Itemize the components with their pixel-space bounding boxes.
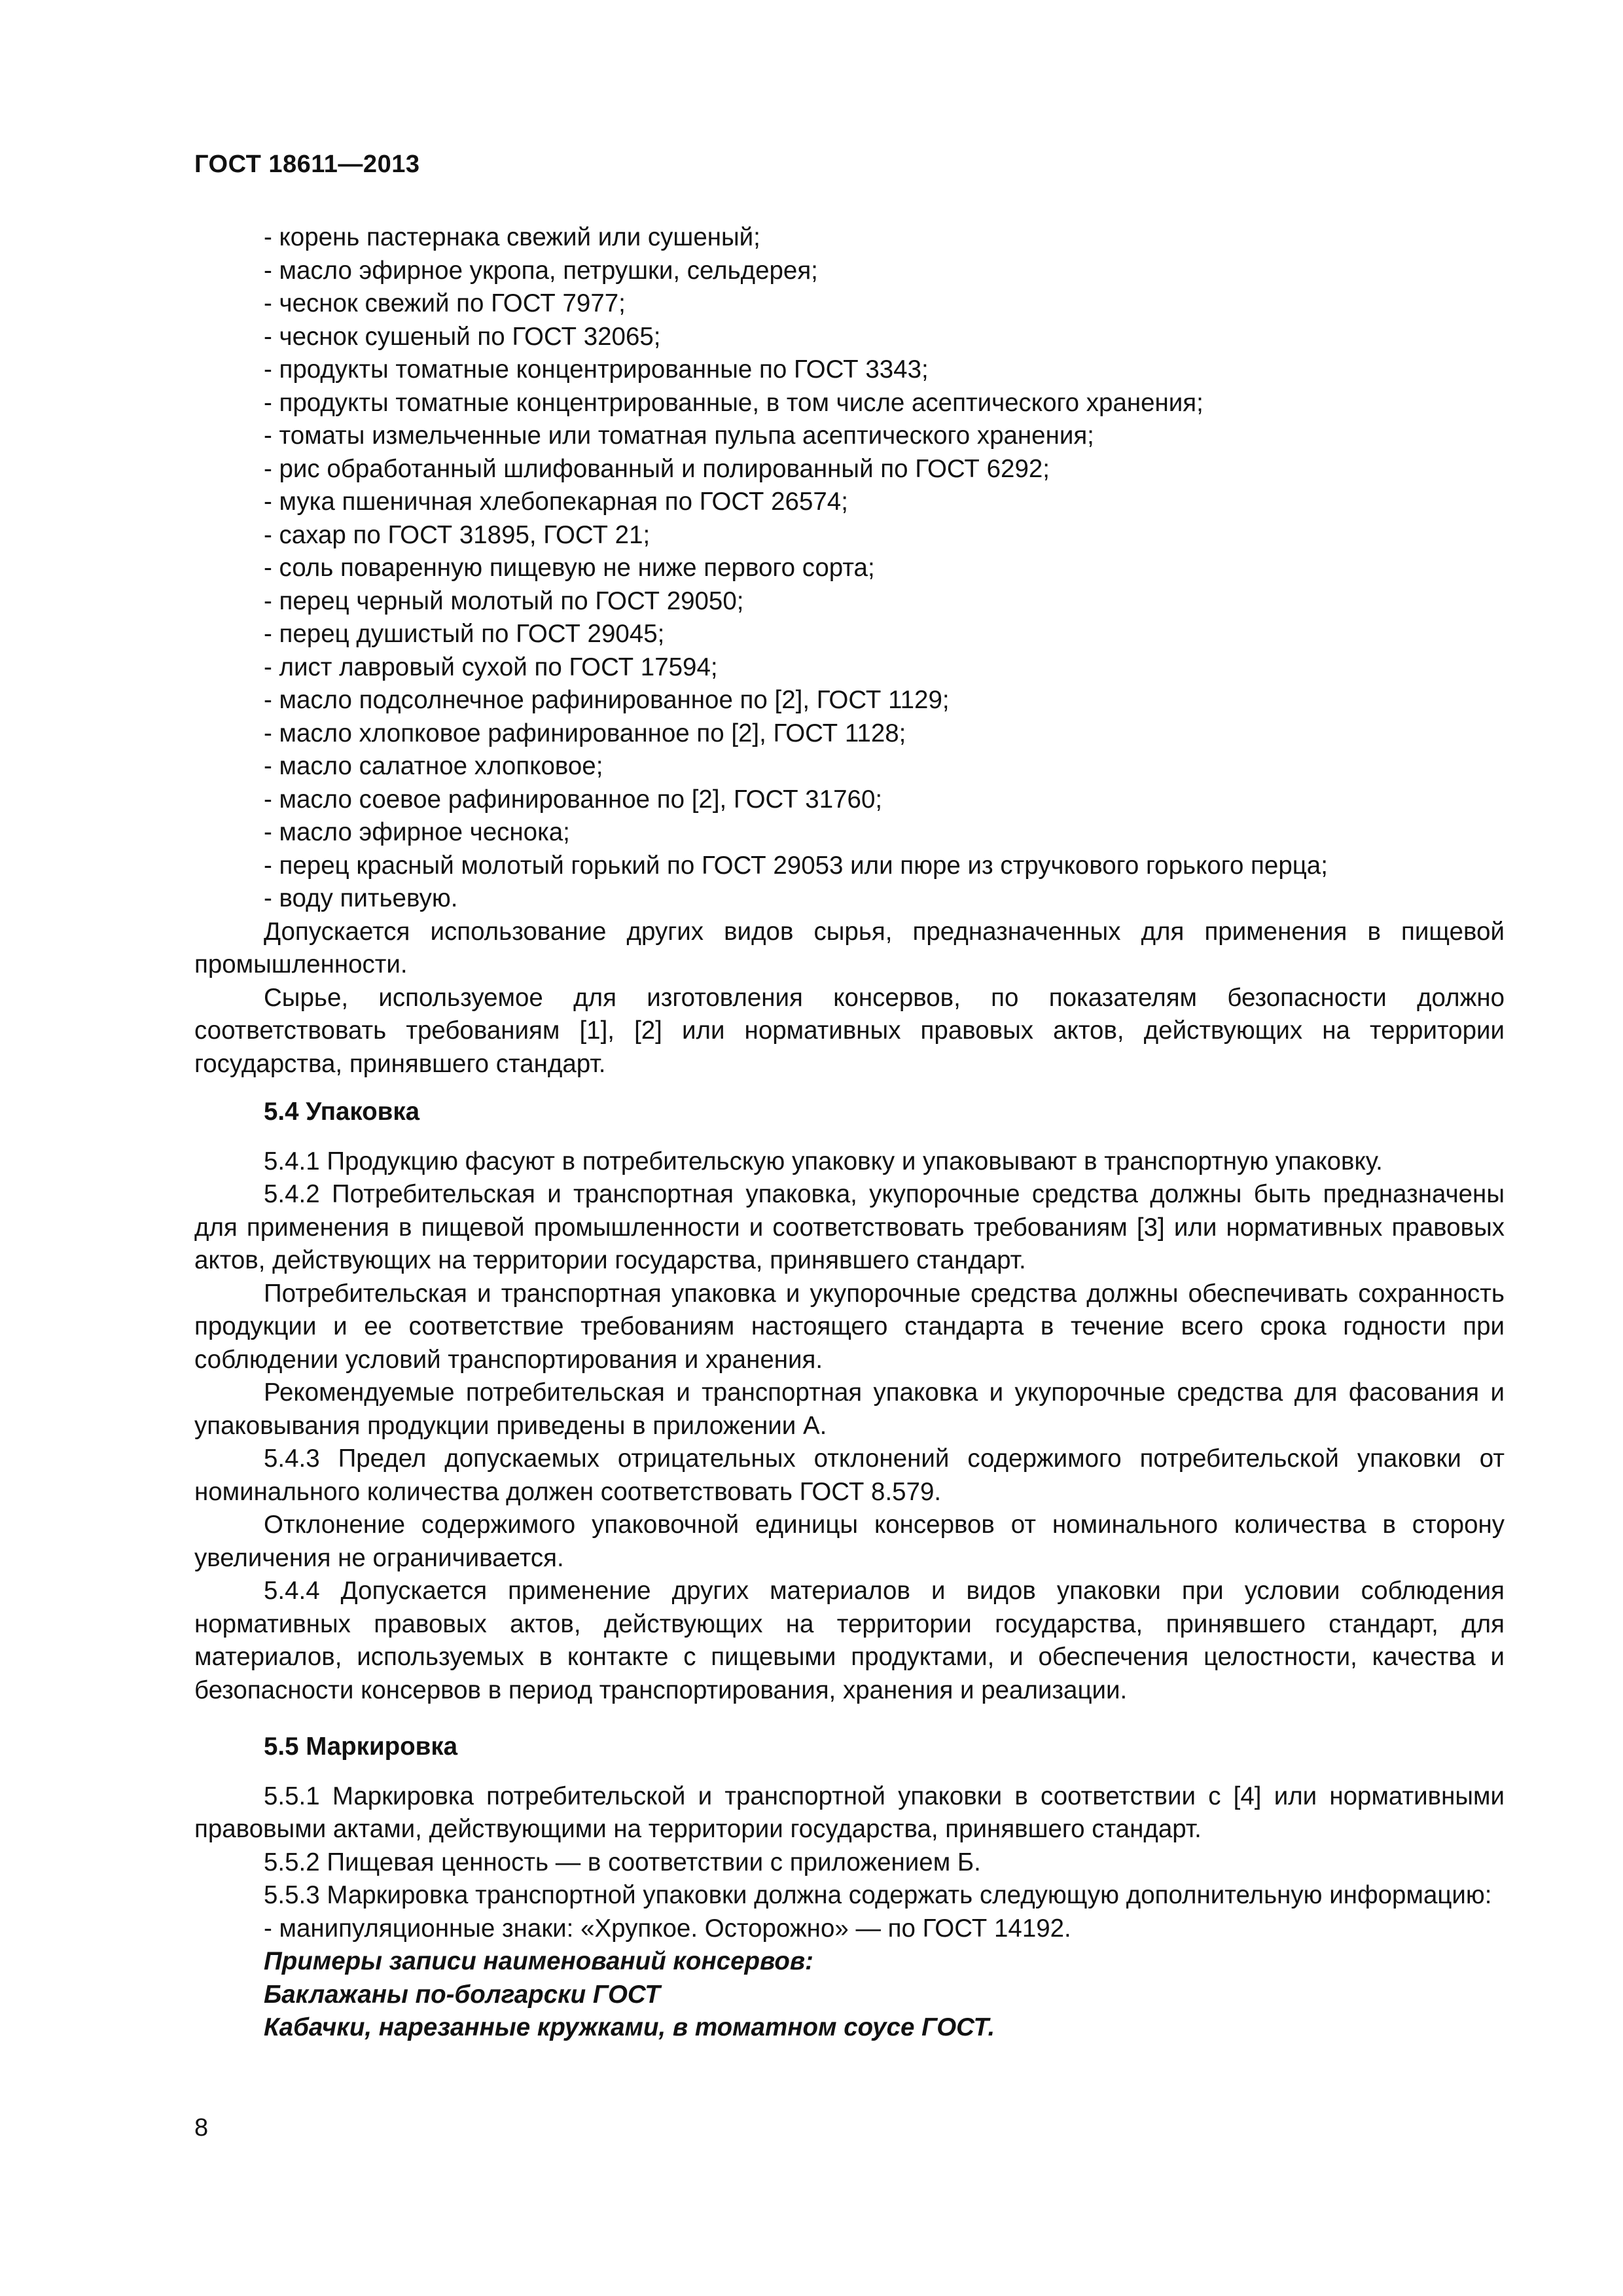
example-item: Баклажаны по-болгарски ГОСТ: [264, 1980, 660, 2009]
examples-caption: Примеры записи наименований консервов:: [264, 1947, 813, 1975]
list-item: - масло хлопковое рафинированное по [2], ГОСТ 1128;: [264, 719, 906, 747]
list-item: - перец душистый по ГОСТ 29045;: [264, 620, 665, 648]
list-item: - масло подсолнечное рафинированное по [2], ГОСТ 1129;: [264, 686, 950, 714]
document-body: [194, 221, 1505, 2045]
list-item: - мука пшеничная хлебопекарная по ГОСТ 26574;: [264, 488, 848, 516]
paragraph-5-4-4: 5.4.4 Допускается применение других материалов и видов упаковки при условии соблюдения нормативных правовых актов, действующих на территории государства, принявшего стандарт, для материалов, используемых в контакте с пищевыми продуктами, и обеспечения целостности, качества и безопасности консервов в период транспортирования, хранения и реализации.: [194, 1577, 1505, 1704]
list-item: - воду питьевую.: [264, 884, 458, 912]
list-item: - перец красный молотый горький по ГОСТ 29053 или пюре из стручкового горького перца;: [264, 851, 1328, 880]
paragraph-5-5-1: 5.5.1 Маркировка потребительской и транспортной упаковки в соответствии с [4] или нормативными правовыми актами, действующими на территории государства, принявшего стандарт.: [194, 1782, 1505, 1843]
paragraph-5-4-3: 5.4.3 Предел допускаемых отрицательных отклонений содержимого потребительской упаковки от номинального количества должен соответствовать ГОСТ 8.579.: [194, 1444, 1505, 1506]
paragraph-other-raw-materials: Допускается использование других видов сырья, предназначенных для применения в пищевой промышленности.: [194, 917, 1505, 978]
list-item: - масло соевое рафинированное по [2], ГОСТ 31760;: [264, 785, 883, 814]
list-item: - лист лавровый сухой по ГОСТ 17594;: [264, 653, 718, 681]
paragraph-content-deviation: Отклонение содержимого упаковочной единицы консервов от номинального количества в сторону увеличения не ограничивается.: [194, 1511, 1505, 1572]
section-heading-marking: 5.5 Маркировка: [264, 1732, 458, 1761]
list-item: - продукты томатные концентрированные, в том числе асептического хранения;: [264, 388, 1204, 417]
list-item: - сахар по ГОСТ 31895, ГОСТ 21;: [264, 520, 651, 549]
paragraph-packaging-preservation: Потребительская и транспортная упаковка и укупорочные средства должны обеспечивать сохранность продукции и ее соответствие требованиям настоящего стандарта в течение всего срока годности при соблюдении условий транспортирования и хранения.: [194, 1279, 1505, 1374]
section-heading-packaging: 5.4 Упаковка: [264, 1098, 419, 1126]
list-item: - чеснок свежий по ГОСТ 7977;: [264, 289, 626, 317]
list-item: - масло салатное хлопковое;: [264, 752, 603, 780]
list-item: - рис обработанный шлифованный и полированный по ГОСТ 6292;: [264, 454, 1050, 483]
paragraph-recommended-packaging: Рекомендуемые потребительская и транспортная упаковка и укупорочные средства для фасования и упаковывания продукции приведены в приложении А.: [194, 1378, 1505, 1440]
paragraph-5-4-1: 5.4.1 Продукцию фасуют в потребительскую упаковку и упаковывают в транспортную упаковку.: [264, 1147, 1383, 1175]
example-item: Кабачки, нарезанные кружками, в томатном соусе ГОСТ.: [264, 2013, 995, 2041]
list-item: - чеснок сушеный по ГОСТ 32065;: [264, 322, 661, 351]
paragraph-5-5-3: 5.5.3 Маркировка транспортной упаковки должна содержать следующую дополнительную информацию:: [264, 1881, 1492, 1909]
paragraph-5-4-2: 5.4.2 Потребительская и транспортная упаковка, укупорочные средства должны быть предназначены для применения в пищевой промышленности и соответствовать требованиям [3] или нормативных правовых актов, действующих на территории государства, принявшего стандарт.: [194, 1180, 1505, 1274]
list-item: - продукты томатные концентрированные по ГОСТ 3343;: [264, 355, 929, 384]
list-item: - масло эфирное чеснока;: [264, 818, 570, 846]
paragraph-raw-materials-safety: Сырье, используемое для изготовления консервов, по показателям безопасности должно соответствовать требованиям [1], [2] или нормативных правовых актов, действующих на территории государства, принявшего стандарт.: [194, 983, 1505, 1078]
list-item: - перец черный молотый по ГОСТ 29050;: [264, 586, 744, 615]
page-number: 8: [194, 2114, 209, 2142]
list-item-handling-signs: - манипуляционные знаки: «Хрупкое. Осторожно» — по ГОСТ 14192.: [264, 1914, 1071, 1943]
list-item: - соль поваренную пищевую не ниже первого сорта;: [264, 554, 875, 582]
document-header: ГОСТ 18611—2013: [194, 151, 420, 178]
list-item: - масло эфирное укропа, петрушки, сельдерея;: [264, 256, 818, 285]
paragraph-5-5-2: 5.5.2 Пищевая ценность — в соответствии с приложением Б.: [264, 1848, 981, 1876]
list-item: - корень пастернака свежий или сушеный;: [264, 223, 760, 251]
list-item: - томаты измельченные или томатная пульпа асептического хранения;: [264, 422, 1094, 450]
raw-materials-list: [194, 221, 1505, 916]
